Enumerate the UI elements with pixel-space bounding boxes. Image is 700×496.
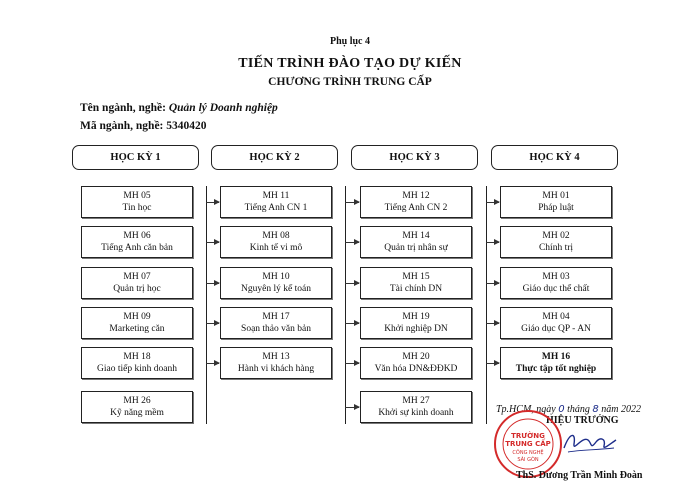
course-name: Tin học — [122, 203, 152, 213]
course-name: Tài chính DN — [389, 284, 443, 294]
course-name: Hành vi khách hàng — [237, 364, 315, 374]
arrow-icon — [486, 202, 499, 203]
arrow-icon — [345, 323, 359, 324]
course-code: MH 07 — [123, 272, 151, 282]
course-box — [360, 307, 472, 339]
course-box — [81, 267, 193, 299]
svg-text:TRƯỜNG: TRƯỜNG — [511, 432, 545, 440]
course-name: Văn hóa DN&ĐĐKD — [374, 364, 458, 374]
course-code: MH 13 — [262, 352, 290, 362]
arrow-icon — [486, 323, 499, 324]
course-name: Quản trị nhân sự — [384, 243, 448, 253]
svg-text:TRUNG CẤP: TRUNG CẤP — [505, 440, 551, 448]
course-name: Khởi nghiệp DN — [384, 324, 448, 334]
arrow-icon — [486, 363, 499, 364]
code-label: Mã ngành, nghề: — [80, 120, 164, 132]
arrow-icon — [345, 242, 359, 243]
course-box — [500, 226, 612, 258]
course-code: MH 09 — [123, 312, 151, 322]
semester-4-header: HỌC KỲ 4 — [491, 145, 618, 170]
connector-line — [206, 186, 207, 424]
arrow-icon — [345, 283, 359, 284]
semester-2-header: HỌC KỲ 2 — [211, 145, 338, 170]
course-box — [81, 391, 193, 423]
course-name: Chính trị — [538, 243, 574, 253]
course-code: MH 20 — [402, 352, 430, 362]
course-box — [220, 226, 332, 258]
major-value: Quản lý Doanh nghiệp — [168, 102, 278, 114]
course-code: MH 01 — [542, 191, 570, 201]
signer-role: HIỆU TRƯỞNG — [546, 415, 619, 426]
course-code: MH 19 — [402, 312, 430, 322]
course-name: Tiếng Anh căn bản — [101, 243, 173, 253]
course-box — [360, 226, 472, 258]
course-code: MH 26 — [123, 396, 151, 406]
course-name: Tiếng Anh CN 1 — [244, 203, 308, 213]
course-box — [81, 226, 193, 258]
semester-3-header: HỌC KỲ 3 — [351, 145, 478, 170]
course-box — [81, 186, 193, 218]
course-box — [360, 267, 472, 299]
svg-text:CÔNG NGHỆ: CÔNG NGHỆ — [512, 450, 544, 456]
course-box — [220, 267, 332, 299]
course-box — [360, 186, 472, 218]
course-name: Tiếng Anh CN 2 — [384, 203, 448, 213]
signature-date: Tp.HCM, ngày 0 tháng 8 năm 2022 — [496, 404, 641, 415]
arrow-icon — [206, 323, 219, 324]
date-month: 8 — [592, 404, 599, 415]
document-title: TIẾN TRÌNH ĐÀO TẠO DỰ KIẾN — [238, 56, 462, 71]
course-box — [360, 347, 472, 379]
arrow-icon — [206, 363, 219, 364]
course-name: Kỹ năng mềm — [110, 408, 164, 418]
arrow-icon — [345, 407, 359, 408]
course-code: MH 10 — [262, 272, 290, 282]
course-box — [220, 307, 332, 339]
appendix-label: Phụ lục 4 — [329, 36, 370, 47]
course-box — [360, 391, 472, 423]
arrow-icon — [206, 242, 219, 243]
course-code: MH 02 — [542, 231, 570, 241]
course-name: Giáo dục thể chất — [522, 284, 590, 294]
course-code: MH 18 — [123, 352, 151, 362]
connector-line — [345, 186, 346, 424]
course-code: MH 08 — [262, 231, 290, 241]
course-name: Khởi sự kinh doanh — [378, 408, 454, 418]
course-name: Giáo dục QP - AN — [521, 324, 591, 334]
course-box — [500, 267, 612, 299]
code-row — [80, 120, 207, 132]
course-box — [500, 347, 612, 379]
course-code: MH 03 — [542, 272, 570, 282]
course-box — [500, 307, 612, 339]
course-code: MH 04 — [542, 312, 570, 322]
course-code: MH 16 — [541, 352, 571, 362]
major-row — [80, 102, 278, 114]
major-label: Tên ngành, nghề: — [80, 102, 166, 114]
svg-text:SÀI GÒN: SÀI GÒN — [517, 457, 539, 463]
course-box — [500, 186, 612, 218]
handwritten-signature — [560, 428, 620, 456]
course-code: MH 15 — [402, 272, 430, 282]
arrow-icon — [206, 202, 219, 203]
course-box — [220, 186, 332, 218]
course-code: MH 27 — [402, 396, 430, 406]
course-code: MH 11 — [262, 191, 290, 201]
arrow-icon — [486, 242, 499, 243]
course-box — [81, 307, 193, 339]
document-subtitle: CHƯƠNG TRÌNH TRUNG CẤP — [268, 76, 432, 88]
signer-name: ThS. Dương Trần Minh Đoàn — [516, 470, 643, 481]
course-name: Marketing căn — [109, 324, 165, 334]
course-name: Kinh tế vi mô — [249, 243, 303, 253]
course-box — [81, 347, 193, 379]
arrow-icon — [345, 363, 359, 364]
course-name: Thực tập tốt nghiệp — [515, 364, 597, 374]
arrow-icon — [486, 283, 499, 284]
course-code: MH 06 — [123, 231, 151, 241]
course-name: Giao tiếp kinh doanh — [97, 364, 177, 374]
course-box — [220, 347, 332, 379]
semester-1-header: HỌC KỲ 1 — [72, 145, 199, 170]
course-name: Pháp luật — [538, 203, 574, 213]
course-code: MH 17 — [262, 312, 290, 322]
course-code: MH 14 — [402, 231, 430, 241]
course-name: Nguyên lý kế toán — [241, 284, 311, 294]
arrow-icon — [345, 202, 359, 203]
course-code: MH 12 — [402, 191, 430, 201]
course-code: MH 05 — [123, 191, 151, 201]
course-name: Soạn thảo văn bản — [241, 324, 311, 334]
connector-line — [486, 186, 487, 424]
arrow-icon — [206, 283, 219, 284]
date-day: 0 — [558, 404, 565, 415]
code-value: 5340420 — [166, 120, 207, 132]
course-name: Quản trị học — [113, 284, 161, 294]
